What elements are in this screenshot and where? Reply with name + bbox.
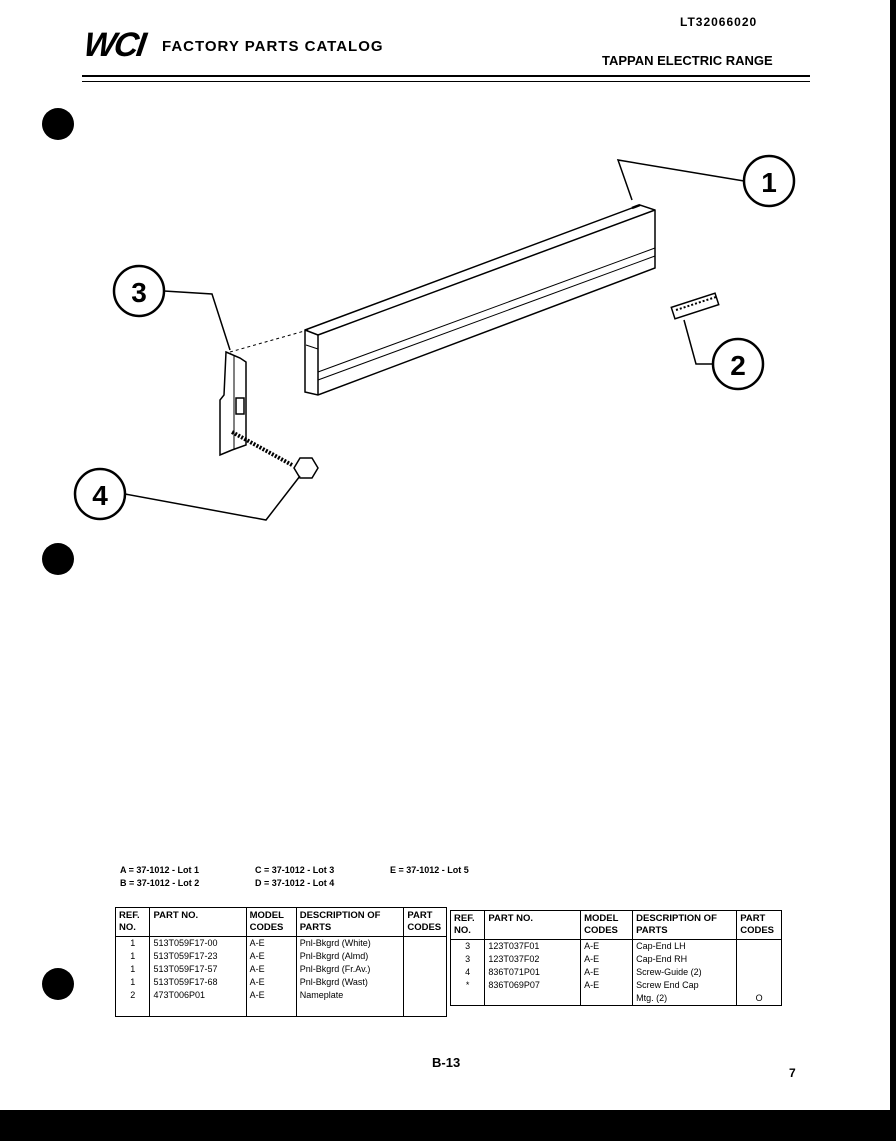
- cell-code: [737, 953, 782, 966]
- cell-code: [737, 966, 782, 979]
- cell-ref: 1: [116, 937, 150, 951]
- cell-ref: 1: [116, 976, 150, 989]
- header-model-codes: MODEL CODES: [581, 911, 633, 940]
- model-legend-c: C = 37-1012 - Lot 3: [255, 865, 335, 875]
- cell-code: [404, 989, 447, 1002]
- binder-hole-bottom: [42, 968, 74, 1000]
- cell-part: 836T069P07: [485, 979, 581, 992]
- cell-model: A-E: [246, 976, 296, 989]
- callout-4: [75, 469, 300, 520]
- parts-table-left: [115, 907, 447, 1017]
- model-legend-d: D = 37-1012 - Lot 4: [255, 878, 335, 888]
- cell-part: [485, 992, 581, 1006]
- cell-part: 123T037F02: [485, 953, 581, 966]
- nameplate-part: [671, 293, 718, 319]
- cell-code: [404, 937, 447, 951]
- cell-desc: Pnl-Bkgrd (Almd): [296, 950, 404, 963]
- table-header-row: [116, 908, 447, 937]
- table-row: [451, 966, 782, 979]
- catalog-title: FACTORY PARTS CATALOG: [162, 38, 384, 55]
- cell-desc: Cap-End RH: [633, 953, 737, 966]
- cell-ref: 1: [116, 963, 150, 976]
- table-row: [116, 989, 447, 1002]
- cell-model: A-E: [581, 966, 633, 979]
- cell-code: O: [737, 992, 782, 1006]
- end-cap-part: [220, 330, 308, 455]
- callout-1: [618, 156, 794, 206]
- cell-ref: [451, 992, 485, 1006]
- cell-part: 123T037F01: [485, 940, 581, 954]
- header-part-codes: PART CODES: [404, 908, 447, 937]
- cell-code: [737, 940, 782, 954]
- callout-2: [684, 320, 763, 389]
- cell-part: 513T059F17-68: [150, 976, 246, 989]
- svg-text:4: 4: [92, 480, 108, 511]
- table-row: [116, 950, 447, 963]
- cell-code: [404, 963, 447, 976]
- page-number: B-13: [432, 1055, 461, 1070]
- cell-part: 513T059F17-23: [150, 950, 246, 963]
- cell-code: [404, 976, 447, 989]
- cell-model: A-E: [581, 979, 633, 992]
- header-ref-no: REF. NO.: [451, 911, 485, 940]
- cell-ref: 2: [116, 989, 150, 1002]
- cell-ref: *: [451, 979, 485, 992]
- cell-model: A-E: [246, 950, 296, 963]
- model-legend-b: B = 37-1012 - Lot 2: [120, 878, 200, 888]
- cell-model: A-E: [581, 953, 633, 966]
- table-row: [451, 992, 782, 1006]
- header-ref-no: REF. NO.: [116, 908, 150, 937]
- cell-code: [737, 979, 782, 992]
- table-row: [116, 976, 447, 989]
- cell-desc: Pnl-Bkgrd (Fr.Av.): [296, 963, 404, 976]
- cell-part: 513T059F17-00: [150, 937, 246, 951]
- wci-logo: WCI: [81, 26, 147, 64]
- cell-code: [404, 950, 447, 963]
- sheet-number: 7: [789, 1066, 796, 1080]
- table-row: [451, 979, 782, 992]
- screw-part: [232, 432, 318, 478]
- cell-model: [581, 992, 633, 1006]
- cell-model: A-E: [246, 963, 296, 976]
- table-row: [451, 940, 782, 954]
- cell-ref: 4: [451, 966, 485, 979]
- header-description: DESCRIPTION OF PARTS: [296, 908, 404, 937]
- cell-desc: Nameplate: [296, 989, 404, 1002]
- backguard-panel: [305, 205, 655, 395]
- cell-ref: 1: [116, 950, 150, 963]
- callout-3: [114, 266, 230, 350]
- cell-desc: Cap-End LH: [633, 940, 737, 954]
- header-model-codes: MODEL CODES: [246, 908, 296, 937]
- cell-desc: Screw End Cap: [633, 979, 737, 992]
- product-title: TAPPAN ELECTRIC RANGE: [602, 53, 773, 68]
- cell-part: 473T006P01: [150, 989, 246, 1002]
- cell-part: 513T059F17-57: [150, 963, 246, 976]
- header-description: DESCRIPTION OF PARTS: [633, 911, 737, 940]
- cell-ref: 3: [451, 940, 485, 954]
- svg-text:3: 3: [131, 277, 147, 308]
- header-part-codes: PART CODES: [737, 911, 782, 940]
- model-legend-e: E = 37-1012 - Lot 5: [390, 865, 469, 875]
- table-row: [116, 937, 447, 951]
- parts-table-right: [450, 910, 782, 1006]
- cell-desc: Pnl-Bkgrd (Wast): [296, 976, 404, 989]
- cell-part: 836T071P01: [485, 966, 581, 979]
- table-row: [451, 953, 782, 966]
- cell-desc: Pnl-Bkgrd (White): [296, 937, 404, 951]
- cell-desc: Mtg. (2): [633, 992, 737, 1006]
- cell-ref: 3: [451, 953, 485, 966]
- table-row: [116, 963, 447, 976]
- cell-desc: Screw-Guide (2): [633, 966, 737, 979]
- model-legend-a: A = 37-1012 - Lot 1: [120, 865, 199, 875]
- cell-model: A-E: [581, 940, 633, 954]
- document-id: LT32066020: [680, 15, 758, 29]
- header-part-no: PART NO.: [150, 908, 246, 937]
- table-spacer-row: [116, 1002, 447, 1017]
- table-header-row: [451, 911, 782, 940]
- svg-text:2: 2: [730, 350, 746, 381]
- cell-model: A-E: [246, 937, 296, 951]
- header-part-no: PART NO.: [485, 911, 581, 940]
- svg-text:1: 1: [761, 167, 777, 198]
- cell-model: A-E: [246, 989, 296, 1002]
